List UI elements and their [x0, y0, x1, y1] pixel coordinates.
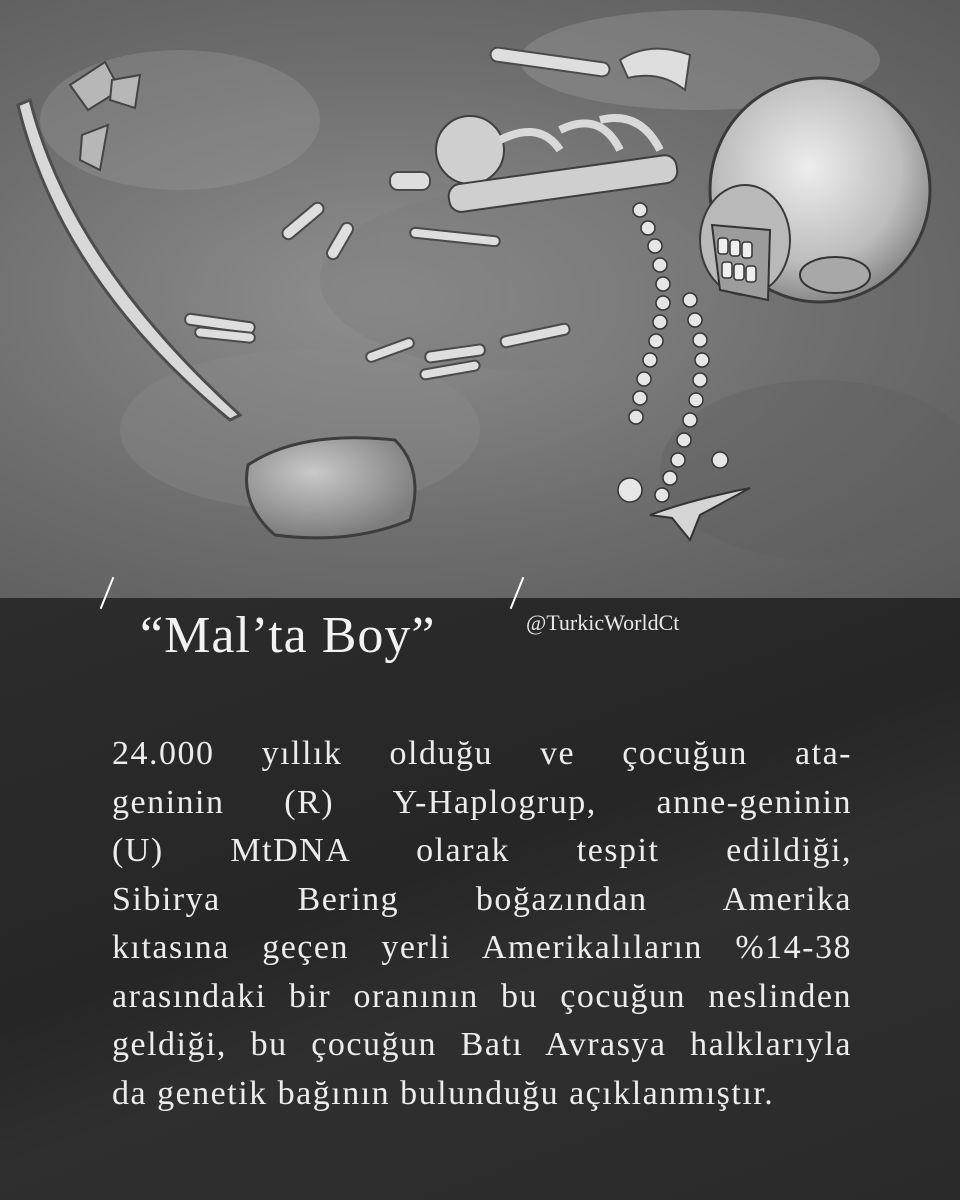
body-text [112, 730, 852, 1118]
body-line: Sibirya Bering boğazından Amerika [112, 880, 852, 918]
skeleton-illustration [0, 0, 960, 598]
burial-photo [0, 0, 960, 598]
body-line: kıtasına geçen yerli Amerikalıların %14-38 [112, 929, 852, 966]
body-line: 24.000 yıllık olduğu ve çocuğun ata- [112, 735, 852, 772]
body-line: (U) MtDNA olarak tespit edildiği, [112, 832, 852, 869]
body-line: arasındaki bir oranının bu çocuğun neslinden [112, 977, 852, 1015]
post-title: “Mal’ta Boy” [140, 607, 436, 664]
spine-ribs [436, 116, 679, 213]
body-line: da genetik bağının bulunduğu açıklanmıştır. [112, 1074, 775, 1112]
author-handle: @TurkicWorldCt [526, 610, 680, 635]
skull [700, 78, 930, 302]
body-line: geldiği, bu çocuğun Batı Avrasya halklarıyla [112, 1026, 852, 1063]
body-line: geninin (R) Y-Haplogrup, anne-geninin [112, 783, 852, 821]
stone [247, 438, 415, 538]
